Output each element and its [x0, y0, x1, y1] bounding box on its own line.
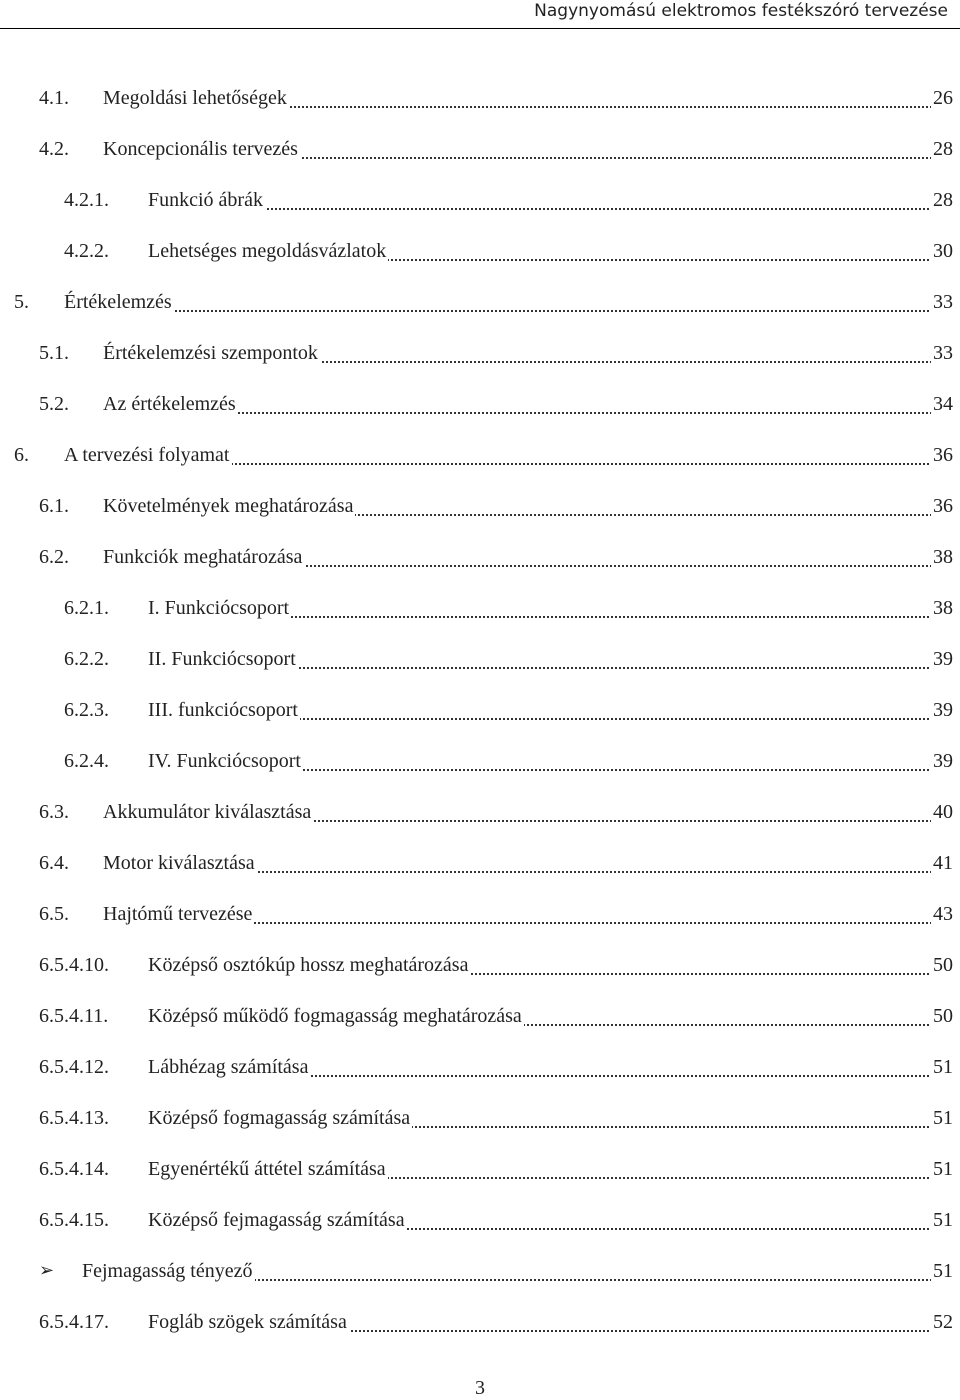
- toc-entry-title: Lehetséges megoldásvázlatok: [148, 240, 387, 262]
- header-rule: [0, 28, 960, 29]
- toc-entry[interactable]: [0, 278, 960, 329]
- toc-entry-title: Középső osztókúp hossz meghatározása: [148, 954, 469, 976]
- toc-entry-page: 30: [933, 240, 953, 262]
- toc-entry-title: Koncepcionális tervezés: [103, 138, 298, 160]
- toc-entry-number: 4.2.1.: [64, 189, 109, 211]
- toc-entry-page: 36: [933, 444, 953, 466]
- toc-entry-number: 6.3.: [39, 801, 69, 823]
- toc-entry[interactable]: [0, 1298, 960, 1349]
- running-header: Nagynyomású elektromos festékszóró tervezése: [534, 1, 948, 21]
- toc-entry-number: 6.: [14, 444, 29, 466]
- toc-entry-page: 26: [933, 87, 953, 109]
- toc-entry-number: 6.5.4.11.: [39, 1005, 109, 1027]
- toc-entry[interactable]: [0, 380, 960, 431]
- toc-dot-leader: [148, 208, 952, 210]
- toc-entry-number: 6.5.4.15.: [39, 1209, 109, 1231]
- toc-entry-title: Hajtómű tervezése: [103, 903, 253, 925]
- toc-entry[interactable]: [0, 74, 960, 125]
- toc-entry-number: 4.2.: [39, 138, 69, 160]
- toc-entry-title: Középső fejmagasság számítása: [148, 1209, 405, 1231]
- toc-entry-page: 51: [933, 1056, 953, 1078]
- toc-entry-title: A tervezési folyamat: [64, 444, 230, 466]
- toc-entry-title: Fejmagasság tényező: [82, 1260, 253, 1282]
- toc-entry[interactable]: [0, 686, 960, 737]
- toc-entry-title: Motor kiválasztása: [103, 852, 255, 874]
- toc-entry-title: Funkció ábrák: [148, 189, 263, 211]
- toc-entry[interactable]: [0, 1094, 960, 1145]
- toc-entry-number: 6.2.2.: [64, 648, 109, 670]
- toc-entry-title: Értékelemzés: [64, 291, 172, 313]
- toc-entry-page: 33: [933, 342, 953, 364]
- toc-entry-number: 6.5.4.10.: [39, 954, 109, 976]
- toc-entry-page: 52: [933, 1311, 953, 1333]
- toc-entry-number: 6.5.4.17.: [39, 1311, 109, 1333]
- toc-entry[interactable]: [0, 1145, 960, 1196]
- toc-entry-page: 39: [933, 699, 953, 721]
- toc-entry[interactable]: [0, 227, 960, 278]
- arrow-bullet-icon: ➢: [39, 1260, 55, 1281]
- toc-entry-title: Megoldási lehetőségek: [103, 87, 287, 109]
- toc-entry-page: 28: [933, 189, 953, 211]
- toc-entry-page: 50: [933, 1005, 953, 1027]
- toc-entry[interactable]: [0, 737, 960, 788]
- toc-entry[interactable]: [0, 992, 960, 1043]
- toc-entry-page: 41: [933, 852, 953, 874]
- toc-entry-page: 34: [933, 393, 953, 415]
- toc-entry-number: 5.1.: [39, 342, 69, 364]
- toc-entry-page: 40: [933, 801, 953, 823]
- toc-dot-leader: [64, 310, 952, 312]
- toc-entry-title: Egyenértékű áttétel számítása: [148, 1158, 386, 1180]
- toc-entry-page: 50: [933, 954, 953, 976]
- toc-entry-number: 6.5.4.12.: [39, 1056, 109, 1078]
- toc-entry-page: 38: [933, 597, 953, 619]
- toc-entry-page: 51: [933, 1209, 953, 1231]
- toc-entry-number: 6.5.: [39, 903, 69, 925]
- toc-entry-page: 51: [933, 1107, 953, 1129]
- toc-entry-title: Középső fogmagasság számítása: [148, 1107, 411, 1129]
- toc-entry-page: 51: [933, 1158, 953, 1180]
- toc-entry-title: I. Funkciócsoport: [148, 597, 290, 619]
- toc-entry[interactable]: [0, 890, 960, 941]
- toc-entry[interactable]: [0, 1196, 960, 1247]
- toc-entry-page: 38: [933, 546, 953, 568]
- toc-entry-title: Az értékelemzés: [103, 393, 236, 415]
- toc-entry[interactable]: [0, 482, 960, 533]
- toc-entry-title: Funkciók meghatározása: [103, 546, 303, 568]
- toc-entry[interactable]: [0, 533, 960, 584]
- toc-entry[interactable]: [0, 1043, 960, 1094]
- toc-entry-page: 39: [933, 648, 953, 670]
- page-number: 3: [475, 1377, 485, 1399]
- toc-entry-page: 39: [933, 750, 953, 772]
- toc-entry[interactable]: [0, 941, 960, 992]
- toc-entry-page: 36: [933, 495, 953, 517]
- toc-entry-number: 6.2.4.: [64, 750, 109, 772]
- toc-entry-title: Értékelemzési szempontok: [103, 342, 318, 364]
- toc-entry-number: 6.2.: [39, 546, 69, 568]
- toc-entry-number: 6.4.: [39, 852, 69, 874]
- toc-entry[interactable]: [0, 176, 960, 227]
- toc-entry[interactable]: [0, 839, 960, 890]
- toc-entry-page: 33: [933, 291, 953, 313]
- toc-entry-page: 43: [933, 903, 953, 925]
- toc-entry-number: 6.2.1.: [64, 597, 109, 619]
- toc-entry[interactable]: [0, 431, 960, 482]
- toc-entry-title: III. funkciócsoport: [148, 699, 298, 721]
- toc-entry-page: 28: [933, 138, 953, 160]
- toc-entry-title: II. Funkciócsoport: [148, 648, 296, 670]
- toc-entry-number: 4.2.2.: [64, 240, 109, 262]
- toc-entry-number: 6.5.4.13.: [39, 1107, 109, 1129]
- toc-entry-title: Követelmények meghatározása: [103, 495, 354, 517]
- toc-entry-number: 5.: [14, 291, 29, 313]
- toc-entry-number: 6.1.: [39, 495, 69, 517]
- toc-entry-number: 6.5.4.14.: [39, 1158, 109, 1180]
- toc-entry[interactable]: [0, 788, 960, 839]
- toc-entry[interactable]: [0, 584, 960, 635]
- toc-entry-title: IV. Funkciócsoport: [148, 750, 301, 772]
- toc-entry-number: 5.2.: [39, 393, 69, 415]
- toc-entry[interactable]: [0, 329, 960, 380]
- toc-entry[interactable]: [0, 1247, 960, 1298]
- toc-entry-title: Lábhézag számítása: [148, 1056, 309, 1078]
- toc-entry-title: Akkumulátor kiválasztása: [103, 801, 312, 823]
- toc-entry-number: 4.1.: [39, 87, 69, 109]
- toc-entry-number: 6.2.3.: [64, 699, 109, 721]
- toc-entry[interactable]: [0, 635, 960, 686]
- toc-entry-title: Fogláb szögek számítása: [148, 1311, 347, 1333]
- toc-entry-page: 51: [933, 1260, 953, 1282]
- toc-entry-title: Középső működő fogmagasság meghatározása: [148, 1005, 522, 1027]
- toc-entry[interactable]: [0, 125, 960, 176]
